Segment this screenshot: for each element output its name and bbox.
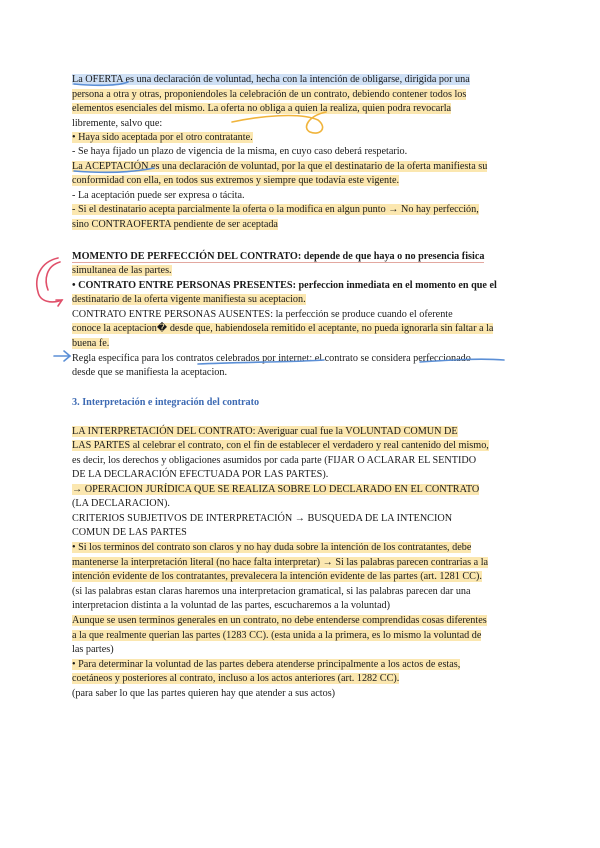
text-line: persona a otra y otras, proponiendoles la celebración de un contrato, debiendo contener todos los: [72, 89, 467, 100]
text-line: conoce la aceptacion� desde que, habiendosela remitido el aceptante, no pueda ignorarla sin faltar a la: [72, 323, 494, 334]
red-bracket-annotation: [37, 258, 62, 306]
text-line: CONTRATO ENTRE PERSONAS AUSENTES: la perfección se produce cuando el oferente: [72, 309, 453, 320]
text-line: sino CONTRAOFERTA pendiente de ser aceptada: [72, 219, 278, 230]
text-line: CRITERIOS SUBJETIVOS DE INTERPRETACIÓN → BUSQUEDA DE LA INTENCION: [72, 513, 453, 524]
text-line: • Si los terminos del contrato son claros y no hay duda sobre la intención de los contratantes, debe: [72, 542, 472, 553]
text-line: libremente, salvo que:: [72, 118, 163, 129]
text-line: - Se haya fijado un plazo de vigencia de la misma, en cuyo caso deberá respetario.: [72, 146, 408, 157]
text-line: (si las palabras estan claras haremos una interpretacion gramatical, si las palabras parecen dar una: [72, 586, 471, 597]
text-line: - Si el destinatario acepta parcialmente la oferta o la modifica en algun punto → No hay perfección,: [72, 204, 479, 215]
text-line: coetáneos y posteriores al contrato, incluso a los actos anteriores (art. 1282 CC).: [72, 673, 400, 684]
text-line: (LA DECLARACION).: [72, 498, 170, 509]
text-line: interpretacion distinta a la voluntad de las partes, escucharemos a la voluntad): [72, 600, 390, 611]
text-line: • Haya sido aceptada por el otro contratante.: [72, 132, 253, 143]
text-line: buena fe.: [72, 338, 110, 349]
orange-loop-annotation: [232, 112, 326, 133]
text-line: simultanea de las partes.: [72, 265, 172, 276]
text-line: • Para determinar la voluntad de las partes debera atenderse principalmente a los actos de estas,: [72, 659, 461, 670]
section-heading: 3. Interpretación e integración del contrato: [72, 397, 260, 408]
text-line: mantenerse la interpretación literal (no hace falta interpretar) → Si las palabras parecen contrarias a la: [72, 557, 489, 568]
text-line: conformidad con ella, en todos sus extremos y siempre que todavía este vigente.: [72, 175, 400, 186]
text-line: • CONTRATO ENTRE PERSONAS PRESENTES: perfeccion inmediata en el momento en que el: [72, 280, 497, 291]
text-line: destinatario de la oferta vigente manifiesta su aceptacion.: [72, 294, 306, 305]
text-line: DE LA DECLARACIÓN EFECTUADA POR LAS PARTES).: [72, 469, 329, 480]
text-line: a la que realmente querian las partes (1283 CC). (esta unida a la primera, es lo mismo la voluntad de: [72, 630, 482, 641]
text-line: desde que se manifiesta la aceptacion.: [72, 367, 228, 378]
text-line: (para saber lo que las partes quieren hay que atender a sus actos): [72, 688, 336, 699]
blue-arrow-annotation: [54, 82, 504, 364]
text-line: elementos esenciales del mismo. La oferta no obliga a quien la realiza, quien podra revocarla: [72, 103, 452, 114]
interpretacion-heading: LA INTERPRETACIÓN DEL CONTRATO: Averiguar cual fue la VOLUNTAD COMUN DE: [72, 426, 458, 437]
text-line: intención evidente de los contratantes, prevalecera la intención evidente de las partes (art. 1281 CC).: [72, 571, 482, 582]
text-line: - La aceptación puede ser expresa o tácita.: [72, 190, 245, 201]
text-line: Aunque se usen terminos generales en un contrato, no debe entenderse comprendidas cosas diferentes: [72, 615, 487, 626]
oferta-definition: La OFERTA es una declaración de voluntad, hecha con la intención de obligarse, dirigida por una: [72, 74, 470, 85]
text-line: Regla específica para los contratos celebrados por internet: el contrato se considera perfeccionado: [72, 353, 471, 364]
text-line: las partes): [72, 644, 114, 655]
text-line: COMUN DE LAS PARTES: [72, 527, 187, 538]
momento-perfeccion-heading: MOMENTO DE PERFECCIÓN DEL CONTRATO: depende de que haya o no presencia fisica: [72, 251, 485, 262]
text-line: → OPERACION JURÍDICA QUE SE REALIZA SOBRE LO DECLARADO EN EL CONTRATO: [72, 484, 480, 495]
text-line: es decir, los derechos y obligaciones asumidos por cada parte (FIJAR O ACLARAR EL SENTIDO: [72, 455, 477, 466]
text-line: LAS PARTES al celebrar el contrato, con el fin de establecer el verdadero y real cantenido del mismo,: [72, 440, 489, 451]
aceptacion-definition: La ACEPTACIÓN es una declaración de voluntad, por la que el destinatario de la oferta manifiesta su: [72, 161, 488, 172]
